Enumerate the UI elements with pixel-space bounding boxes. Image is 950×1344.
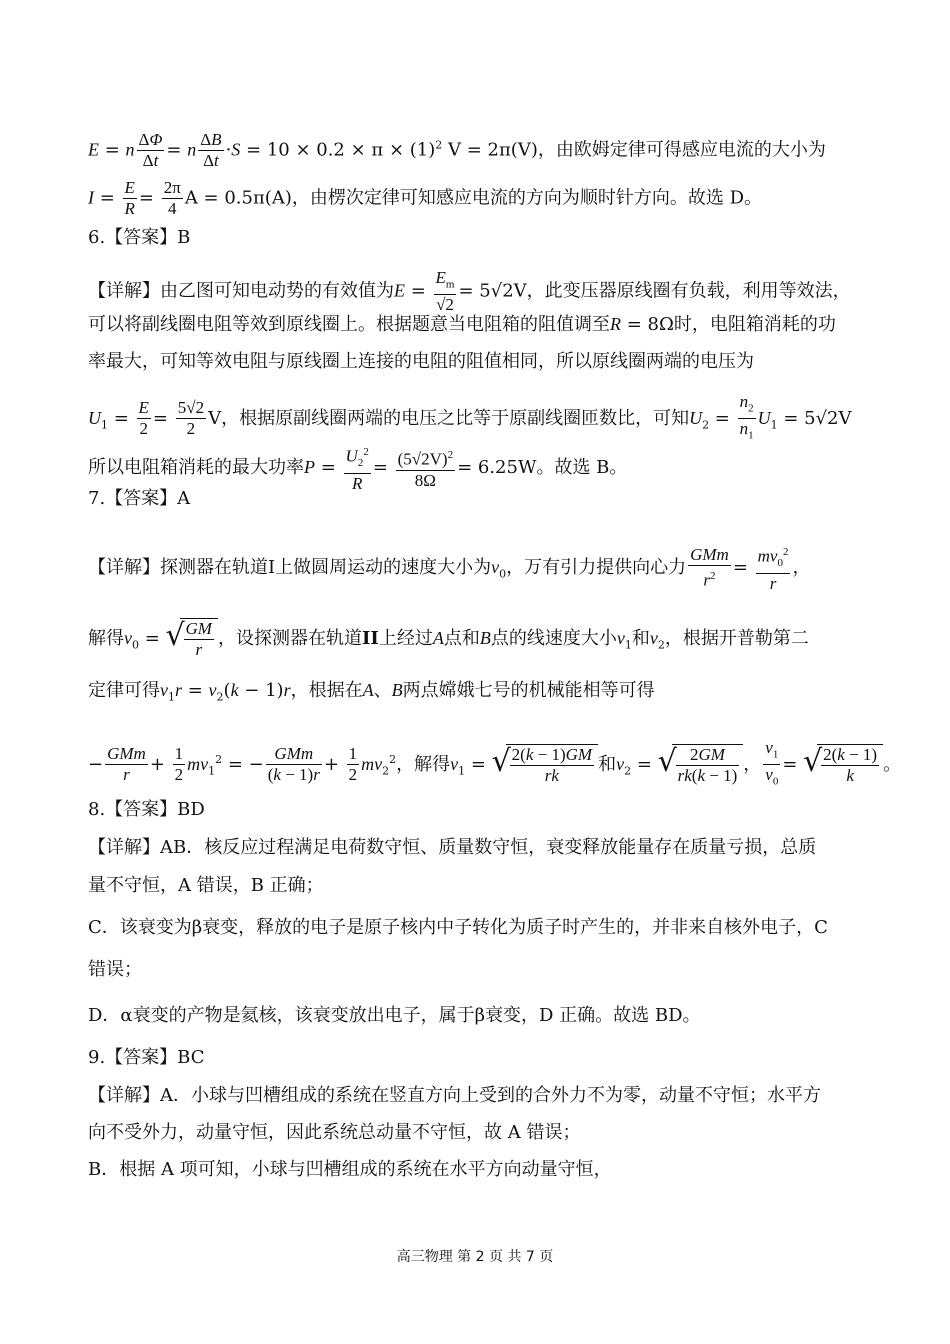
text: ，由楞次定律可知感应电流的方向为顺时针方向。故选 D。 [291, 187, 763, 209]
text: ，根据开普勒第二 [664, 628, 809, 649]
text: ，由欧姆定律可得感应电流的大小为 [537, 139, 826, 161]
page-footer: 高三物理 第 2 页 共 7 页 [396, 1249, 554, 1265]
text: 【详解】由乙图可知电动势的有效值为 [88, 280, 394, 302]
q9-line-3: B．根据 A 项可知，小球与凹槽组成的系统在水平方向动量守恒， [88, 1159, 612, 1180]
text: ，根据在 [290, 680, 363, 701]
q6-line-1: 【详解】由乙图可知电动势的有效值为E = $\frac{E_m}{√2}$ = 5√2V，此变压器原线圈有负载，利用等效法， [88, 268, 851, 315]
q6-line-4: $U_1$ = $\frac{E}{2}$ = $\frac{5√2}{2}$ V，根据原副线圈两端的电压之比等于原副线圈匝数比，可知$U_2$ = $\frac{n_2}{n_1}$ $U_1 = 5√2V$ [88, 392, 852, 442]
q6-line-5: 所以电阻箱消耗的最大功率P = $\frac{U_2^2}{R}$ = $\frac{(5√2V)^2}{8\Omega}$ = 6.25W。故选 B。 [88, 442, 627, 494]
q8-line-2: 量不守恒，A 错误，B 正确； [88, 875, 324, 896]
text: 【详解】探测器在轨道Ⅰ上做圆周运动的速度大小为 [88, 557, 492, 579]
answer-9-heading: 9.【答案】BC [88, 1047, 205, 1068]
q8-line-5: D．α衰变的产物是氦核，该衰变放出电子，属于β衰变，D 正确。故选 BD。 [88, 1005, 701, 1026]
text: ，设探测器在轨道 [217, 628, 362, 649]
q8-line-1: 【详解】AB．核反应过程满足电荷数守恒、质量数守恒，衰变释放能量存在质量亏损，总质 [88, 837, 817, 858]
text: 时，电阻箱消耗的功 [673, 314, 836, 335]
text: ，万有引力提供向心力 [506, 557, 687, 579]
q9-line-1: 【详解】A．小球与凹槽组成的系统在竖直方向上受到的合外力不为零，动量不守恒；水平方 [88, 1085, 821, 1106]
equation-line-1: E = n $\frac{\Delta\Phi}{\Delta t}$ = n $\frac{\Delta B}{\Delta t}$ $\cdot S = 10 \times 0.2 \times \pi \times (1)^2$ V = 2π(V)，由欧姆定律可得感应电流的大小为 [88, 130, 826, 170]
q7-line-3: 定律可得$v_1r = v_2(k - 1)r$，根据在A、B两点嫦娥七号的机械能相等可得 [88, 680, 655, 704]
text: 可以将副线圈电阻等效到原线圈上。根据题意当电阻箱的阻值调至 [88, 314, 610, 335]
text: 和 [598, 753, 617, 775]
text: 所以电阻箱消耗的最大功率 [88, 457, 304, 479]
text: 定律可得 [88, 680, 160, 701]
text: ，此变压器原线圈有负载，利用等效法， [526, 280, 851, 302]
answer-6-heading: 6.【答案】B [88, 227, 191, 248]
answer-7-heading: 7.【答案】A [88, 488, 191, 509]
q7-line-4: − $\frac{\text{GMm}}{r}$ + $\frac{1}{2}$ $mv_1^2$ = − $\frac{\text{GMm}}{(k - 1)r}$ + $\frac{1}{2}$ $mv_2^2$，解得$v_1$ = √ $\frac{2(k - 1)GM}{rk}$ 和$v_2$ = √ $\frac{2GM}{rk(k - 1)}$ ， $\frac{v_1}{v_0}$ = √ $\frac{2(k - 1)}{k}$ 。 [88, 738, 901, 792]
q7-line-1: 【详解】探测器在轨道Ⅰ上做圆周运动的速度大小为$v_0$，万有引力提供向心力 $\frac{\text{GMm}}{r^2}$ = $\frac{mv_0^2}{r}$ ， [88, 542, 810, 594]
equation-line-2: I = $\frac{E}{R}$ = $\frac{2\pi}{4}$ A = 0.5π(A)，由楞次定律可知感应电流的方向为顺时针方向。故选 D。 [88, 178, 763, 218]
q8-line-3: C．该衰变为β衰变，释放的电子是原子核内中子转化为质子时产生的，并非来自核外电子，C [88, 917, 828, 938]
q6-line-3: 率最大，可知等效电阻与原线圈上连接的电阻的阻值相同，所以原线圈两端的电压为 [88, 351, 754, 372]
text: 点和 [443, 628, 480, 649]
text: 。故选 B。 [536, 457, 628, 479]
text: 点的线速度大小 [490, 628, 617, 649]
q7-line-2: 解得$v_0$ = √ $\frac{GM}{r}$ ，设探测器在轨道II上经过A点和B点的线速度大小$v_1$和$v_2$，根据开普勒第二 [88, 618, 809, 660]
q9-line-2: 向不受外力，动量守恒，因此系统总动量不守恒，故 A 错误； [88, 1122, 581, 1143]
text: 和 [631, 628, 650, 649]
text: 解得 [88, 628, 124, 649]
text: 两点嫦娥七号的机械能相等可得 [402, 680, 655, 701]
text: 上经过 [378, 628, 433, 649]
q8-line-4: 错误； [88, 959, 142, 980]
q6-line-2: 可以将副线圈电阻等效到原线圈上。根据题意当电阻箱的阻值调至R = 8Ω时，电阻箱消耗的功 [88, 314, 836, 335]
text: ，解得 [396, 753, 451, 775]
answer-8-heading: 8.【答案】BD [88, 799, 205, 820]
text: ，根据原副线圈两端的电压之比等于原副线圈匝数比，可知 [221, 407, 690, 429]
